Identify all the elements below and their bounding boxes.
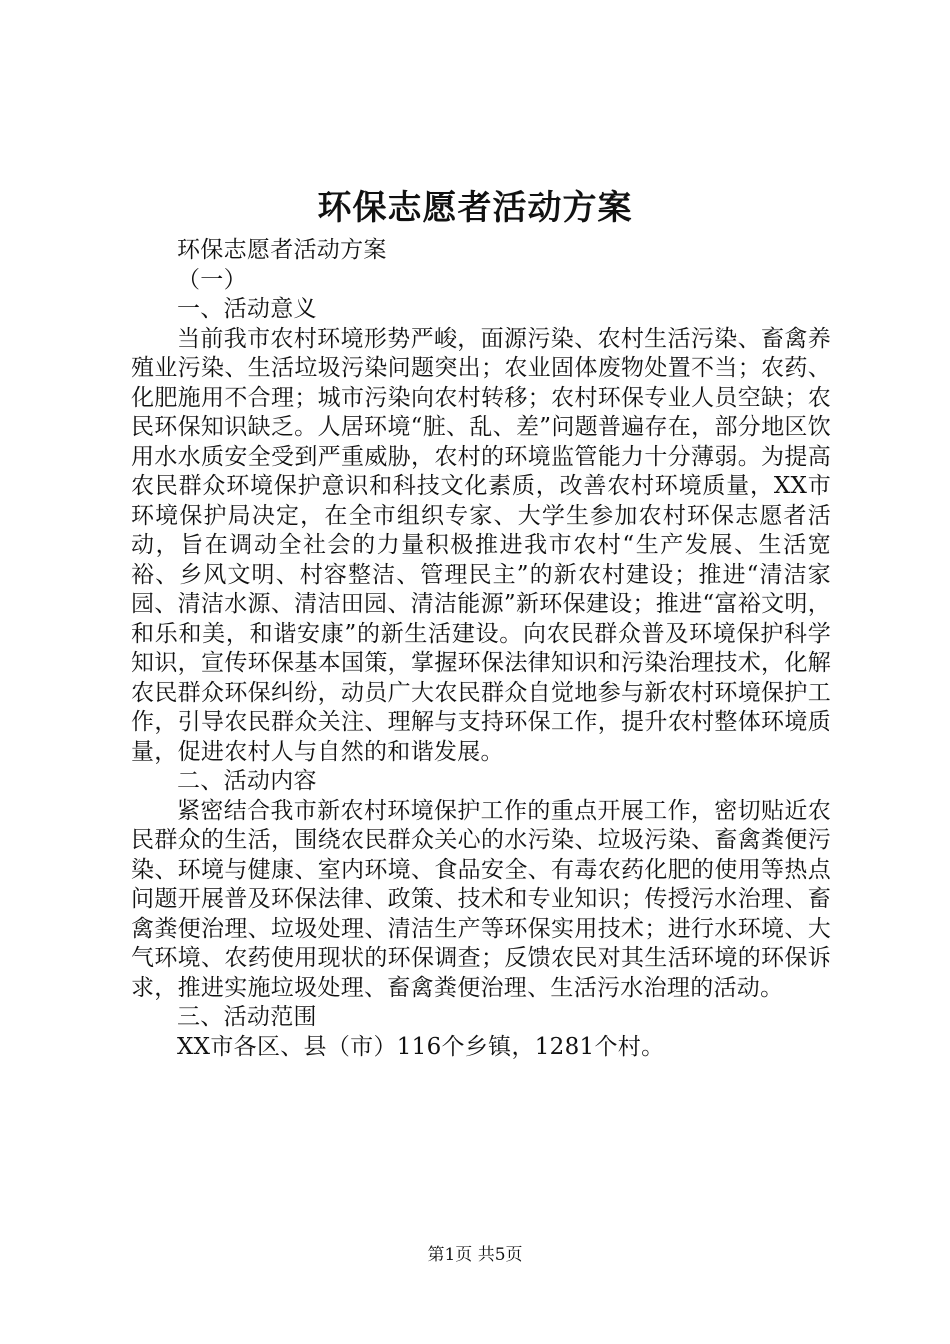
document-subtitle: 环保志愿者活动方案 bbox=[177, 237, 387, 263]
section-heading-scope: 三、活动范围 bbox=[177, 1004, 317, 1030]
section-paragraph: XX市各区、县（市）116个乡镇，1281个村。 bbox=[177, 1033, 665, 1060]
section-body-content bbox=[131, 797, 831, 1004]
section-heading-significance: 一、活动意义 bbox=[177, 296, 317, 322]
document-body bbox=[131, 236, 831, 1062]
page-footer: 第1页 共5页 bbox=[427, 1245, 523, 1265]
section-heading-content: 二、活动内容 bbox=[177, 768, 317, 794]
section-body-scope bbox=[131, 1033, 831, 1063]
part-label: （一） bbox=[177, 266, 247, 293]
section-body-significance bbox=[131, 325, 831, 768]
section-paragraph: 当前我市农村环境形势严峻，面源污染、农村生活污染、畜禽养殖业污染、生活垃圾污染问题突出；农业固体废物处置不当；农药、化肥施用不合理；城市污染向农村转移；农村环保专业人员空缺；农民环保知识缺乏。人居环境“脏、乱、差”问题普遍存在，部分地区饮用水水质安全受到严重威胁，农村的环境监管能力十分薄弱。为提高农民群众环境保护意识和科技文化素质，改善农村环境质量，XX市环境保护局决定，在全市组织专家、大学生参加农村环保志愿者活动，旨在调动全社会的力量积极推进我市农村“生产发展、生活宽裕、乡风文明、村容整洁、管理民主”的新农村建设；推进“清洁家园、清洁水源、清洁田园、清洁能源”新环保建设；推进“富裕文明，和乐和美，和谐安康”的新生活建设。向农民群众普及环境保护科学知识，宣传环保基本国策，掌握环保法律知识和污染治理技术，化解农民群众环保纠纷，动员广大农民群众自觉地参与新农村环境保护工作，引导农民群众关注、理解与支持环保工作，提升农村整体环境质量，促进农村人与自然的和谐发展。 bbox=[131, 325, 831, 765]
document-title: 环保志愿者活动方案 bbox=[317, 188, 633, 228]
section-paragraph: 紧密结合我市新农村环境保护工作的重点开展工作，密切贴近农民群众的生活，围绕农民群众关心的水污染、垃圾污染、畜禽粪便污染、环境与健康、室内环境、食品安全、有毒农药化肥的使用等热点问题开展普及环保法律、政策、技术和专业知识；传授污水治理、畜禽粪便治理、垃圾处理、清洁生产等环保实用技术；进行水环境、大气环境、农药使用现状的环保调查；反馈农民对其生活环境的环保诉求，推进实施垃圾处理、畜禽粪便治理、生活污水治理的活动。 bbox=[131, 797, 831, 1001]
